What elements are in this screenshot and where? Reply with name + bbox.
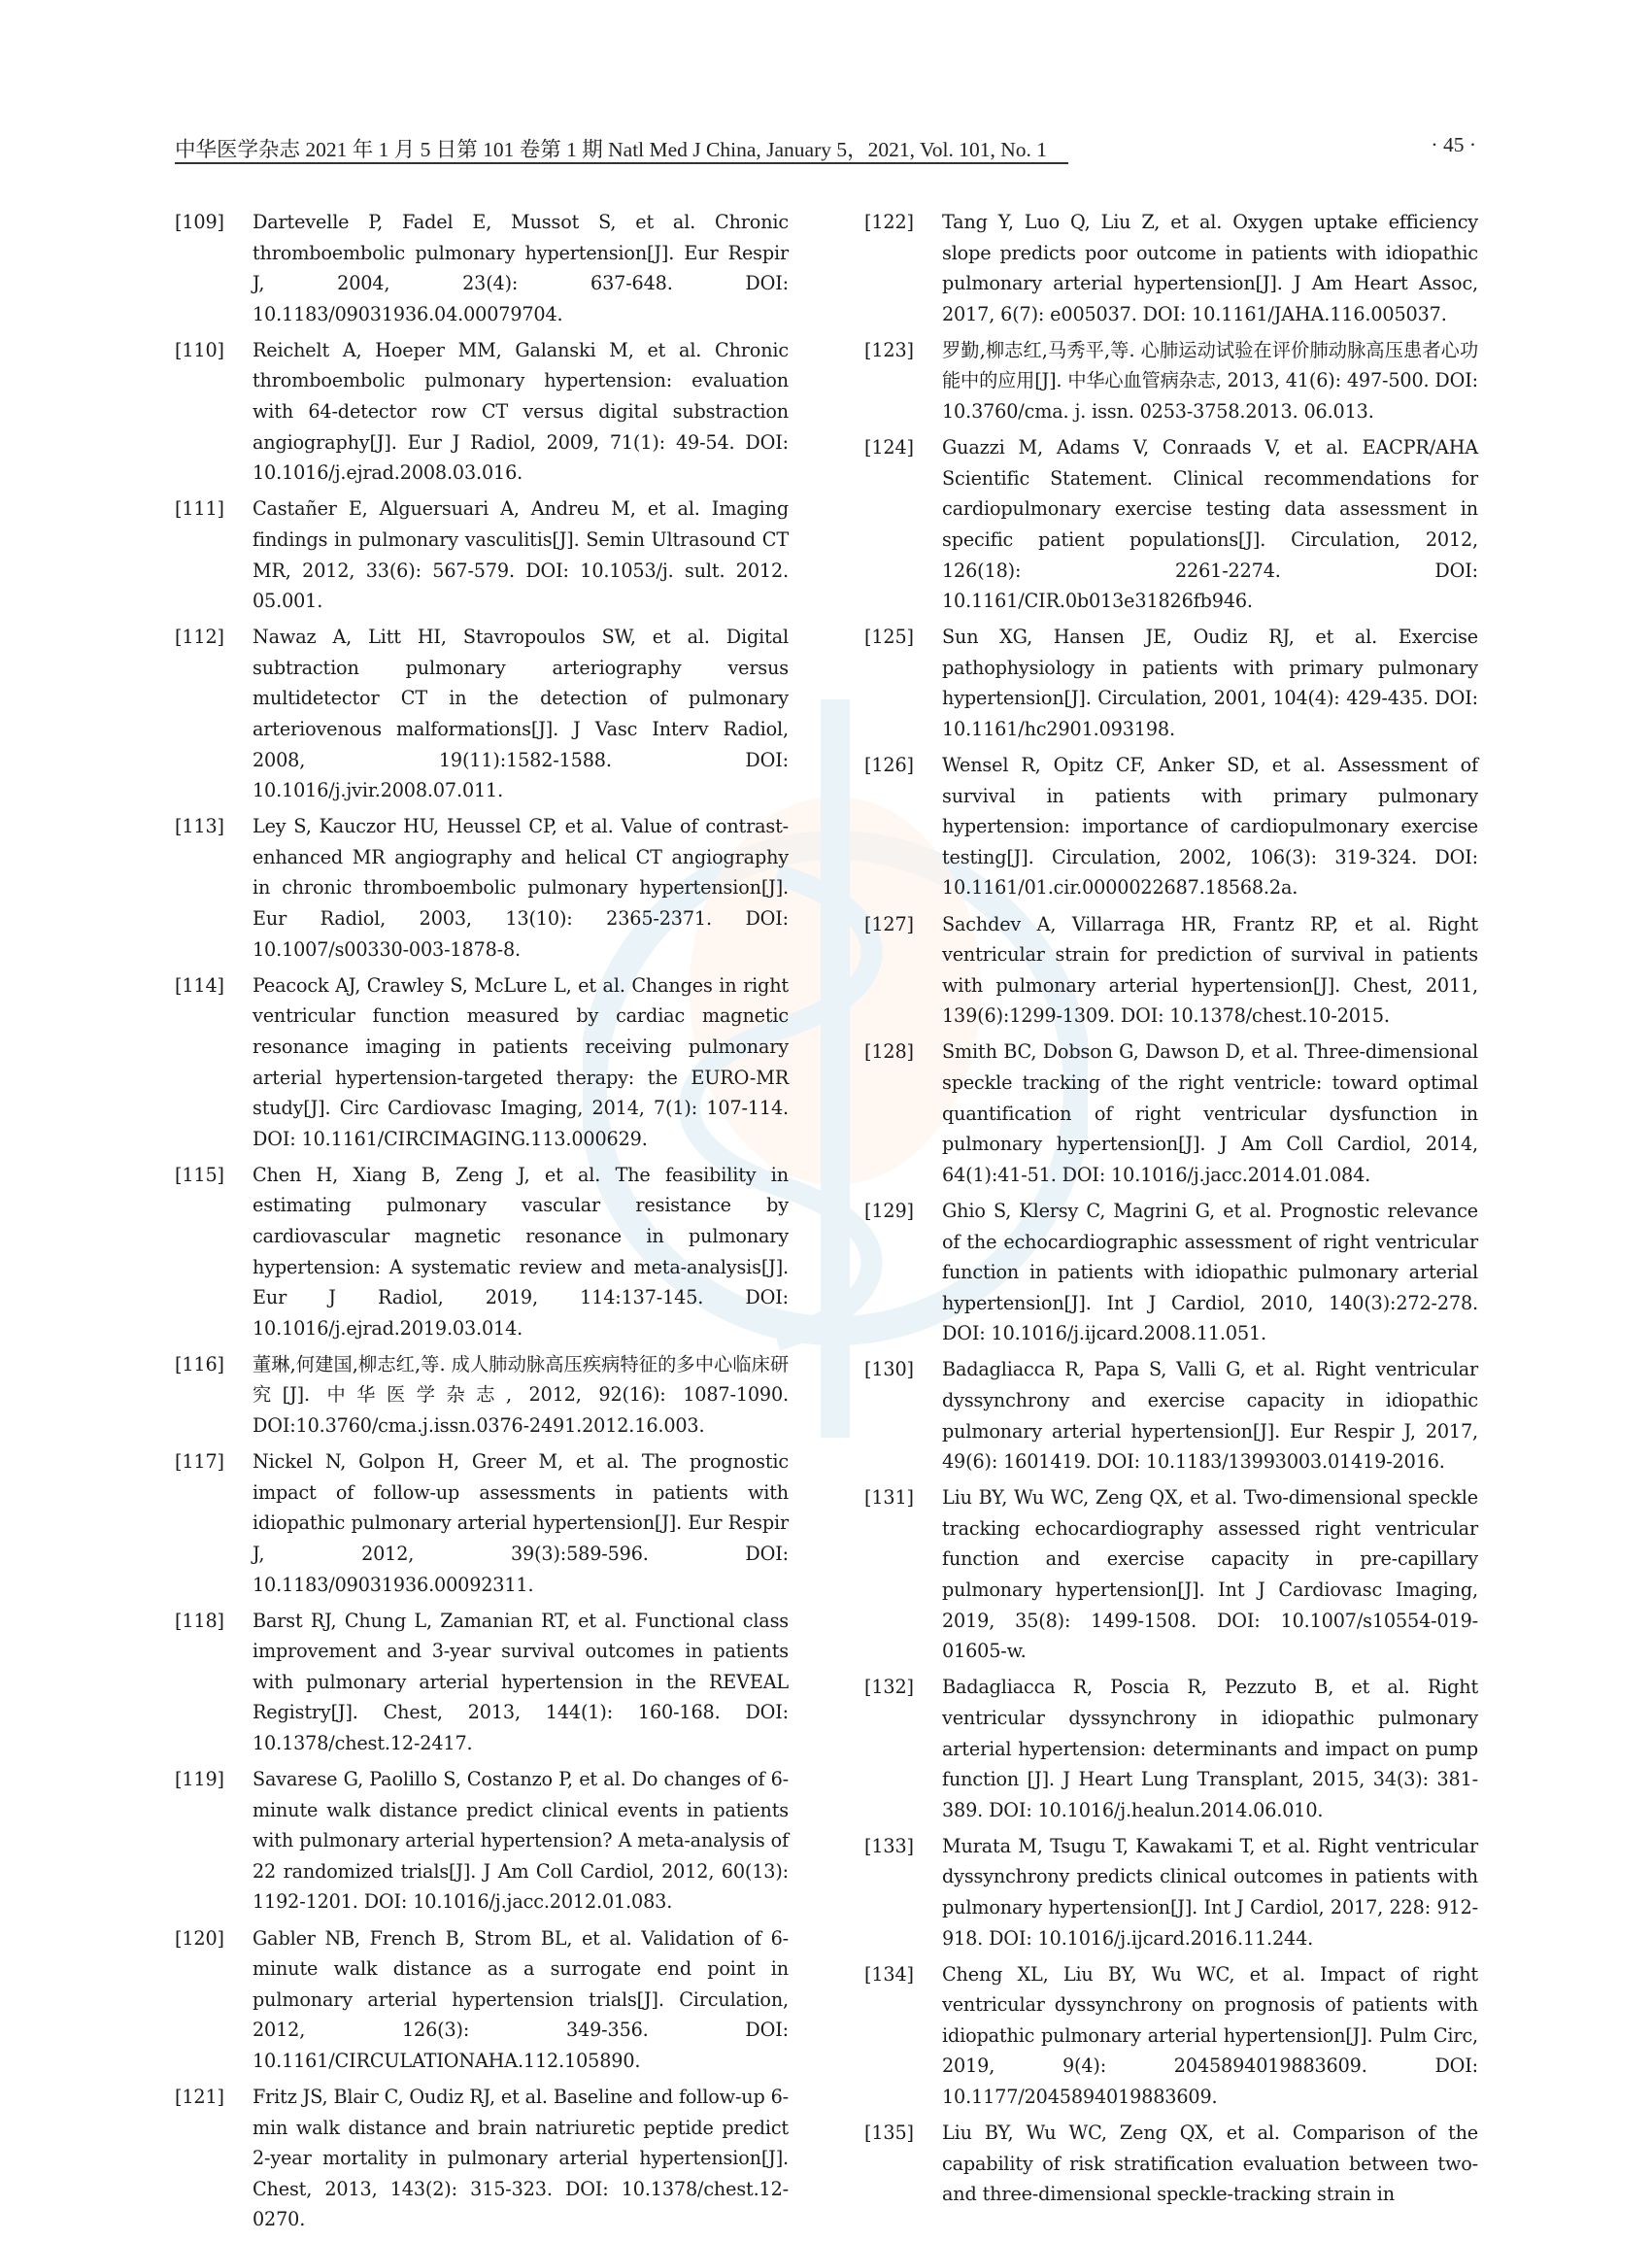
reference-number: [113] [175,815,224,838]
reference-entry [864,207,1478,329]
reference-entry [175,1349,789,1442]
reference-number: [111] [175,497,224,521]
reference-entry [175,811,789,965]
reference-entry [175,207,789,329]
reference-entry [175,1606,789,1759]
reference-entry [864,1672,1478,1825]
reference-entry [864,622,1478,744]
reference-text: Wensel R, Opitz CF, Anker SD, et al. Assessment of survival in patients with primary pulmonary hypertension: importance of cardiopulmonary exercise testing[J]. Circulation, 2002, 106(3): 319-324. DOI: 10.1161/01.cir.0000022687.18568.2a. [942,754,1478,900]
reference-text: Murata M, Tsugu T, Kawakami T, et al. Right ventricular dyssynchrony predicts clinical outcomes in patients with pulmonary hypertension[J]. Int J Cardiol, 2017, 228: 912-918. DOI: 10.1016/j.ijcard.2016.11.244. [942,1834,1478,1950]
reference-number: [124] [864,436,914,459]
reference-entry [864,432,1478,617]
reference-text: 罗勤,柳志红,马秀平,等. 心肺运动试验在评价肺动脉高压患者心功能中的应用[J]. 中华心血管病杂志, 2013, 41(6): 497-500. DOI: 10.3760/cma. j. issn. 0253-3758.2013. 06.013. [942,338,1478,424]
reference-entry [864,2118,1478,2210]
journal-citation-header: 中华医学杂志 2021 年 1 月 5 日第 101 卷第 1 期 Natl Med J China, January 5，2021, Vol. 101, No. 1 [175,138,1048,161]
reference-text: Guazzi M, Adams V, Conraads V, et al. EACPR/AHA Scientific Statement. Clinical recommendations for cardiopulmonary exercise testing data assessment in specific patient populations[J]. Circulation, 2012, 126(18): 2261-2274. DOI: 10.1161/CIR.0b013e31826fb946. [942,436,1478,613]
reference-entry [175,335,789,489]
reference-entry [175,1446,789,1600]
reference-number: [123] [864,338,914,361]
reference-number: [117] [175,1450,224,1474]
reference-text: Ghio S, Klersy C, Magrini G, et al. Prognostic relevance of the echocardiographic assessment of right ventricular function in patients with idiopathic pulmonary arterial hypertension[J]. Int J Cardiol, 2010, 140(3):272-278. DOI: 10.1016/j.ijcard.2008.11.051. [942,1199,1478,1345]
reference-number: [120] [175,1926,224,1950]
reference-number: [122] [864,211,914,233]
reference-text: Chen H, Xiang B, Zeng J, et al. The feasibility in estimating pulmonary vascular resistance by cardiovascular magnetic resonance in pulmonary hypertension: A systematic review and meta-analysis[J]. Eur J Radiol, 2019, 114:137-145. DOI: 10.1016/j.ejrad.2019.03.014. [253,1163,789,1340]
reference-entry [864,909,1478,1032]
reference-entry [175,970,789,1155]
reference-entry [175,1764,789,1918]
reference-text: Nawaz A, Litt HI, Stavropoulos SW, et al. Digital subtraction pulmonary arteriography versus multidetector CT in the detection of pulmonary arteriovenous malformations[J]. J Vasc Interv Radiol, 2008, 19(11):1582-1588. DOI: 10.1016/j.jvir.2008.07.011. [253,626,789,802]
reference-entry [864,1354,1478,1477]
reference-number: [135] [864,2122,914,2145]
reference-number: [134] [864,1962,914,1986]
reference-number: [132] [864,1676,914,1699]
reference-text: Savarese G, Paolillo S, Costanzo P, et al. Do changes of 6-minute walk distance predict clinical events in patients with pulmonary arterial hypertension? A meta-analysis of 22 randomized trials[J]. J Am Coll Cardiol, 2012, 60(13): 1192-1201. DOI: 10.1016/j.jacc.2012.01.083. [253,1768,789,1914]
reference-text: Reichelt A, Hoeper MM, Galanski M, et al. Chronic thromboembolic pulmonary hypertension: evaluation with 64-detector row CT versus digital substraction angiography[J]. Eur J Radiol, 2009, 71(1): 49-54. DOI: 10.1016/j.ejrad.2008.03.016. [253,338,789,485]
right-reference-column [864,207,1478,2215]
reference-entry [864,1959,1478,2113]
reference-text: Tang Y, Luo Q, Liu Z, et al. Oxygen uptake efficiency slope predicts poor outcome in patients with idiopathic pulmonary arterial hypertension[J]. J Am Heart Assoc, 2017, 6(7): e005037. DOI: 10.1161/JAHA.116.005037. [942,211,1478,325]
reference-entry [175,1923,789,2077]
reference-entry [864,1482,1478,1667]
reference-number: [128] [864,1040,914,1064]
reference-text: 董琳,何建国,柳志红,等. 成人肺动脉高压疾病特征的多中心临床研究[J]. 中华医学杂志, 2012, 92(16): 1087-1090. DOI:10.3760/cma.j.issn.0376-2491.2012.16.003. [253,1352,789,1438]
reference-text: Nickel N, Golpon H, Greer M, et al. The prognostic impact of follow-up assessments in patients with idiopathic pulmonary arterial hypertension[J]. Eur Respir J, 2012, 39(3):589-596. DOI: 10.1183/09031936.00092311. [253,1450,789,1596]
reference-number: [109] [175,211,224,233]
reference-entry [175,1160,789,1344]
reference-entry [864,750,1478,903]
reference-text: Dartevelle P, Fadel E, Mussot S, et al. Chronic thromboembolic pulmonary hypertension[J]. Eur Respir J, 2004, 23(4): 637-648. DOI: 10.1183/09031936.04.00079704. [253,211,789,325]
reference-text: Sachdev A, Villarraga HR, Frantz RP, et al. Right ventricular strain for prediction of survival in patients with pulmonary arterial hypertension[J]. Chest, 2011, 139(6):1299-1309. DOI: 10.1378/chest.10-2015. [942,912,1478,1028]
header-rule [175,162,1068,164]
reference-number: [118] [175,1609,224,1632]
left-reference-column [175,207,789,2241]
running-header [175,133,1476,166]
reference-text: Castañer E, Alguersuari A, Andreu M, et al. Imaging findings in pulmonary vasculitis[J]. Semin Ultrasound CT MR, 2012, 33(6): 567-579. DOI: 10.1053/j. sult. 2012. 05.001. [253,497,789,613]
reference-number: [115] [175,1163,224,1186]
reference-number: [114] [175,973,224,997]
reference-number: [125] [864,626,914,649]
reference-text: Gabler NB, French B, Strom BL, et al. Validation of 6-minute walk distance as a surrogate end point in pulmonary arterial hypertension trials[J]. Circulation, 2012, 126(3): 349-356. DOI: 10.1161/CIRCULATIONAHA.112.105890. [253,1926,789,2072]
reference-text: Sun XG, Hansen JE, Oudiz RJ, et al. Exercise pathophysiology in patients with primary pulmonary hypertension[J]. Circulation, 2001, 104(4): 429-435. DOI: 10.1161/hc2901.093198. [942,626,1478,740]
reference-text: Smith BC, Dobson G, Dawson D, et al. Three-dimensional speckle tracking of the right ventricle: toward optimal quantification of right ventricular dysfunction in pulmonary hypertension[J]. J Am Coll Cardiol, 2014, 64(1):41-51. DOI: 10.1016/j.jacc.2014.01.084. [942,1040,1478,1186]
reference-text: Liu BY, Wu WC, Zeng QX, et al. Comparison of the capability of risk stratification evaluation between two-and three-dimensional speckle-tracking strain in [942,2122,1478,2206]
reference-number: [133] [864,1834,914,1857]
reference-text: Peacock AJ, Crawley S, McLure L, et al. Changes in right ventricular function measured by cardiac magnetic resonance imaging in patients receiving pulmonary arterial hypertension-targeted therapy: the EURO-MR study[J]. Circ Cardiovasc Imaging, 2014, 7(1): 107-114. DOI: 10.1161/CIRCIMAGING.113.000629. [253,973,789,1150]
reference-entry [864,1036,1478,1190]
reference-text: Badagliacca R, Papa S, Valli G, et al. Right ventricular dyssynchrony and exercise capacity in idiopathic pulmonary arterial hypertension[J]. Eur Respir J, 2017, 49(6): 1601419. DOI: 10.1183/13993003.01419-2016. [942,1358,1478,1474]
reference-number: [129] [864,1199,914,1222]
reference-number: [119] [175,1768,224,1791]
reference-text: Cheng XL, Liu BY, Wu WC, et al. Impact of right ventricular dyssynchrony on prognosis of patients with idiopathic pulmonary arterial hypertension[J]. Pulm Circ, 2019, 9(4): 2045894019883609. DOI: 10.1177/2045894019883609. [942,1962,1478,2109]
reference-text: Badagliacca R, Poscia R, Pezzuto B, et al. Right ventricular dyssynchrony in idiopathic pulmonary arterial hypertension: determinants and impact on pump function [J]. J Heart Lung Transplant, 2015, 34(3): 381-389. DOI: 10.1016/j.healun.2014.06.010. [942,1676,1478,1821]
reference-number: [112] [175,626,224,649]
reference-number: [131] [864,1486,914,1510]
reference-text: Liu BY, Wu WC, Zeng QX, et al. Two-dimensional speckle tracking echocardiography assessed right ventricular function and exercise capacity in pre-capillary pulmonary hypertension[J]. Int J Cardiovasc Imaging, 2019, 35(8): 1499-1508. DOI: 10.1007/s10554-019-01605-w. [942,1486,1478,1663]
reference-entry [864,335,1478,427]
reference-text: Barst RJ, Chung L, Zamanian RT, et al. Functional class improvement and 3-year survival outcomes in patients with pulmonary arterial hypertension in the REVEAL Registry[J]. Chest, 2013, 144(1): 160-168. DOI: 10.1378/chest.12-2417. [253,1609,789,1754]
reference-number: [116] [175,1352,224,1375]
reference-entry [175,2082,789,2235]
reference-entry [175,493,789,616]
reference-number: [126] [864,754,914,777]
reference-number: [121] [175,2086,224,2109]
page-number: · 45 · [1431,133,1476,156]
reference-text: Fritz JS, Blair C, Oudiz RJ, et al. Baseline and follow-up 6-min walk distance and brain natriuretic peptide predict 2-year mortality in pulmonary arterial hypertension[J]. Chest, 2013, 143(2): 315-323. DOI: 10.1378/chest.12-0270. [253,2086,789,2231]
reference-entry [864,1196,1478,1349]
reference-entry [175,622,789,806]
reference-number: [130] [864,1358,914,1381]
reference-text: Ley S, Kauczor HU, Heussel CP, et al. Value of contrast-enhanced MR angiography and helical CT angiography in chronic thromboembolic pulmonary hypertension[J]. Eur Radiol, 2003, 13(10): 2365-2371. DOI: 10.1007/s00330-003-1878-8. [253,815,789,961]
reference-entry [864,1831,1478,1953]
reference-number: [110] [175,338,224,361]
reference-number: [127] [864,912,914,935]
